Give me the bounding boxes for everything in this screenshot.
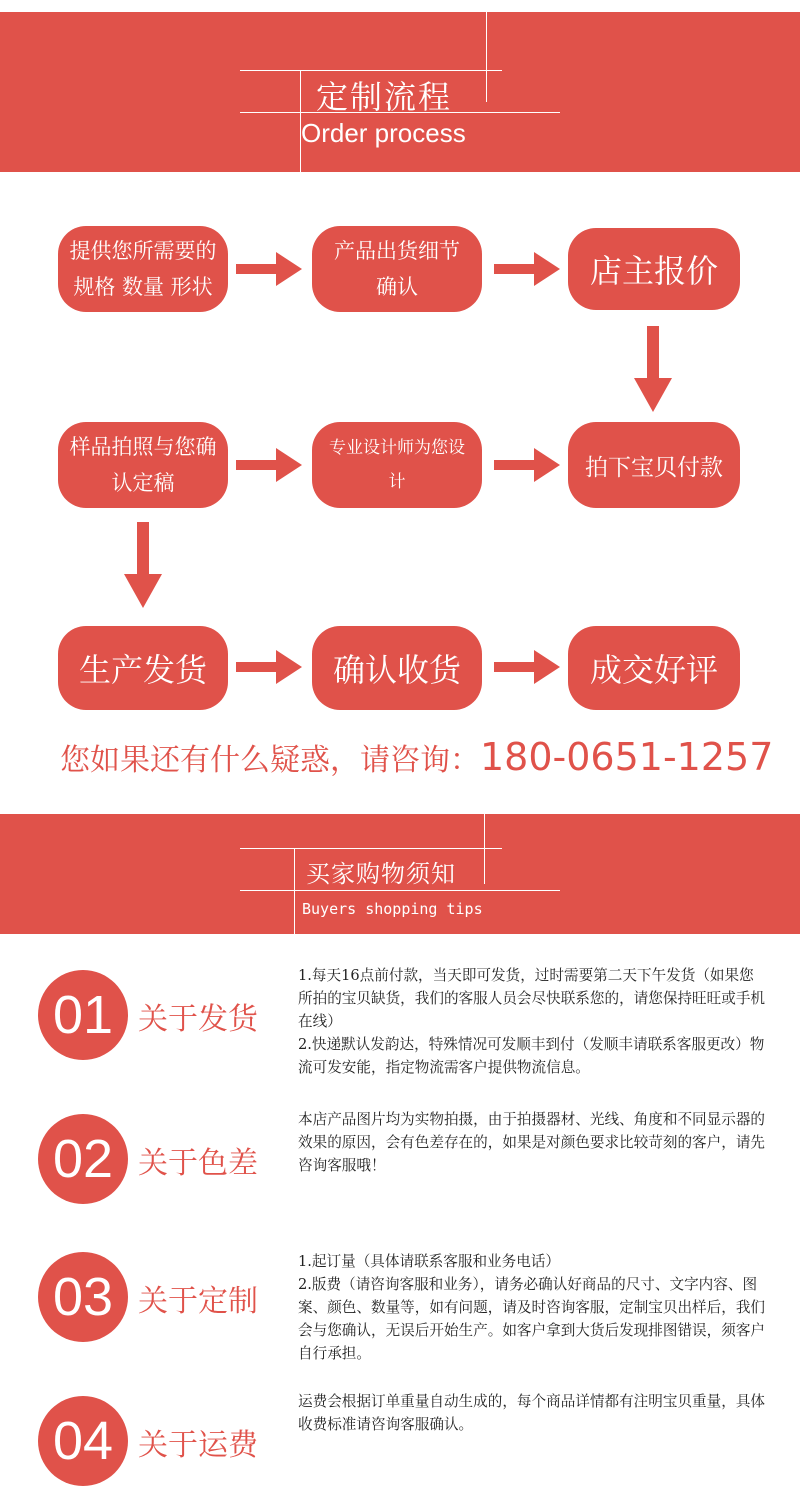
arrow-right-icon	[236, 648, 302, 686]
tip-shipping-fee-text	[298, 1390, 768, 1436]
step-owner-quote-label: 店主报价	[589, 252, 718, 290]
step-provide-specs-label: 提供您所需要的规格 数量 形状	[69, 239, 217, 299]
tip-color-difference-label: 关于色差	[138, 1146, 258, 1181]
order-process-title-cn: 定制流程	[316, 78, 453, 116]
banner-rule-right-vertical	[486, 12, 487, 102]
tip-customization-text	[298, 1250, 768, 1365]
arrow-right-icon	[494, 446, 560, 484]
step-owner-quote	[568, 228, 740, 310]
tip-shipping	[0, 962, 800, 1102]
contact-line	[60, 735, 773, 779]
tip-line: 运费会根据订单重量自动生成的，每个商品详情都有注明宝贝重量，具体收费标准请咨询客服确认。	[298, 1393, 766, 1433]
arrow-right-icon	[236, 446, 302, 484]
order-process-banner	[0, 12, 800, 172]
tip-number-badge: 01	[38, 970, 128, 1060]
step-sample-photo-confirm-label: 样品拍照与您确认定稿	[69, 435, 217, 495]
step-provide-specs	[58, 226, 228, 312]
tip-number-badge: 02	[38, 1114, 128, 1204]
contact-phone[interactable]: 180-0651-1257	[480, 735, 774, 779]
step-sample-photo-confirm	[58, 422, 228, 508]
tip-shipping-text	[298, 964, 768, 1079]
tip-shipping-fee-label: 关于运费	[138, 1428, 258, 1463]
arrow-right-icon	[236, 250, 302, 288]
arrow-right-icon	[494, 250, 560, 288]
arrow-right-icon	[494, 648, 560, 686]
step-production-shipping	[58, 626, 228, 710]
step-confirm-receipt	[312, 626, 482, 710]
step-positive-review	[568, 626, 740, 710]
step-confirm-receipt-label: 确认收货	[332, 651, 461, 689]
tip-customization-label: 关于定制	[138, 1284, 258, 1319]
tip-line: 1.起订量（具体请联系客服和业务电话）	[298, 1253, 561, 1270]
tip-color-difference	[0, 1106, 800, 1246]
tip-line: 2.快递默认发韵达，特殊情况可发顺丰到付（发顺丰请联系客服更改）物流可发安能，指定物流需客户提供物流信息。	[298, 1036, 765, 1076]
banner-rule-top	[240, 70, 502, 71]
step-production-shipping-label: 生产发货	[78, 651, 207, 689]
buyers-tips-title-cn: 买家购物须知	[306, 860, 456, 888]
tip-number-badge: 03	[38, 1252, 128, 1342]
tip-number-badge: 04	[38, 1396, 128, 1486]
tip-customization	[0, 1250, 800, 1390]
banner-rule-bottom	[240, 890, 560, 891]
buyers-tips-banner	[0, 814, 800, 934]
step-designer	[312, 422, 482, 508]
step-confirm-shipping-details	[312, 226, 482, 312]
step-designer-label: 专业设计师为您设计	[329, 438, 465, 492]
order-process-title-en: Order process	[301, 118, 466, 148]
step-place-order-pay	[568, 422, 740, 508]
contact-question: 您如果还有什么疑惑，请咨询：	[60, 743, 480, 778]
tip-line: 本店产品图片均为实物拍摄，由于拍摄器材、光线、角度和不同显示器的效果的原因，会有色差存在的，如果是对颜色要求比较苛刻的客户，请先咨询客服哦！	[298, 1111, 766, 1174]
tip-shipping-label: 关于发货	[138, 1002, 258, 1037]
step-confirm-shipping-details-label: 产品出货细节确认	[334, 239, 460, 299]
banner-rule-left-vertical	[294, 848, 295, 934]
tip-shipping-fee	[0, 1390, 800, 1500]
step-positive-review-label: 成交好评	[589, 651, 718, 689]
banner-rule-right-vertical	[484, 814, 485, 884]
tip-line: 1.每天16点前付款，当天即可发货，过时需要第二天下午发货（如果您所拍的宝贝缺货，我们的客服人员会尽快联系您的，请您保持旺旺或手机在线）	[298, 967, 766, 1030]
buyers-tips-title-en: Buyers shopping tips	[302, 900, 483, 918]
arrow-down-icon	[634, 326, 672, 412]
tip-line: 2.版费（请咨询客服和业务），请务必确认好商品的尺寸、文字内容、图案、颜色、数量等，如有问题，请及时咨询客服，定制宝贝出样后，我们会与您确认，无误后开始生产。如客户拿到大货后发现排图错误，须客户自行承担。	[298, 1276, 766, 1362]
step-place-order-pay-label: 拍下宝贝付款	[585, 454, 723, 481]
tip-color-difference-text	[298, 1108, 768, 1177]
arrow-down-icon	[124, 522, 162, 608]
banner-rule-top	[240, 848, 502, 849]
